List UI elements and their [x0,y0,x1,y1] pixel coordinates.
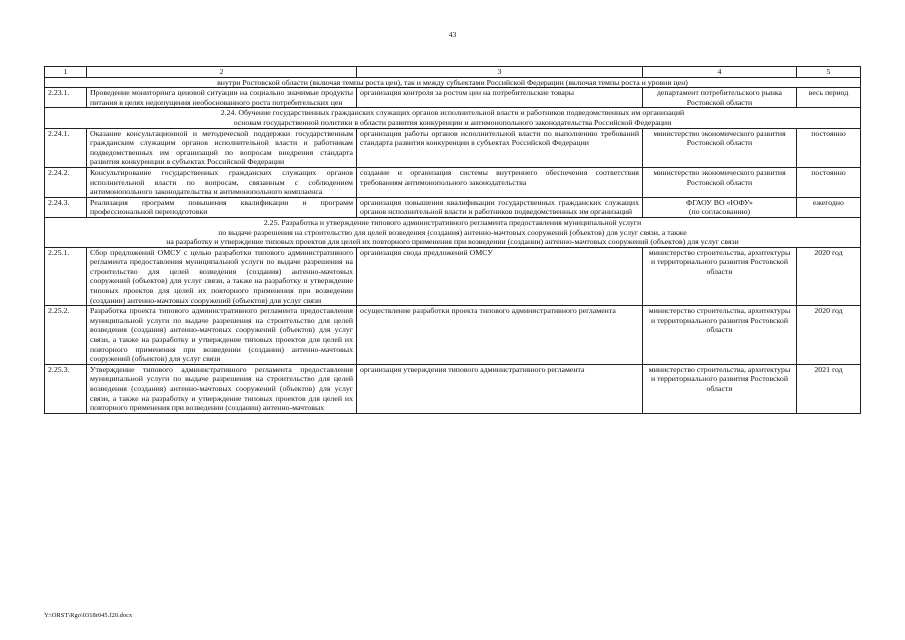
col-header-2: 2 [87,67,357,78]
section-heading-line: 2.25. Разработка и утверждение типового административного регламента предоставления муниципальной услуги [263,217,642,227]
section-heading-line: основам государственной политики в области развития конкуренции и антимонопольного законодательства Российской Федерации [233,117,672,127]
deadline: 2020 год [797,306,861,365]
section-heading-2-25 [45,217,861,247]
file-path-footer: Y:\ORST\Rgo\0318r045.f20.docx [44,612,133,619]
item-number: 2.25.3. [45,364,87,413]
expected-result: осуществление разработки проекта типового административного регламента [357,306,643,365]
responsible-executor: министерство строительства, архитектуры и территориального развития Ростовской области [643,306,797,365]
measures-table [44,66,861,414]
item-number: 2.25.2. [45,306,87,365]
deadline: 2020 год [797,247,861,306]
expected-result: организация повышения квалификации государственных гражданских служащих органов исполнительной власти и работников подведомственных им организаций [357,197,643,217]
responsible-executor: департамент потребительского рынка Ростовской области [643,88,797,108]
item-number: 2.23.1. [45,88,87,108]
section-heading-line: на разработку и утверждение типовых проектов для целей их повторного применения при возведении (создании) антенно-мачтовых сооружений (объектов) для услуг связи [166,237,739,247]
section-heading-2-24 [45,108,861,128]
section-heading-line: по выдаче разрешения на строительство для целей возведения (создания) антенно-мачтовых сооружений (объектов) для услуг связи, а также [218,227,687,237]
measure-description: Консультирование государственных гражданских служащих органов исполнительной власти по вопросам, связанным с соблюдением антимонопольного законодательства и антимонопольного комплаенса [87,167,357,197]
col-header-3: 3 [357,67,643,78]
deadline: весь период [797,88,861,108]
expected-result: организация свода предложений ОМСУ [357,247,643,306]
responsible-executor: министерство экономического развития Ростовской области [643,128,797,167]
section-heading-row [45,217,861,247]
table-row [45,247,861,306]
section-heading-line: 2.24. Обучение государственных гражданских служащих органов исполнительной власти и работников подведомственных им организаций [220,108,685,118]
table-row [45,306,861,365]
section-heading-row [45,108,861,128]
measure-description: Проведение мониторинга ценовой ситуации на социально значимые продукты питания в целях недопущения необоснованного роста потребительских цен [87,88,357,108]
executor-note: (по согласованию) [688,207,751,217]
item-number: 2.24.3. [45,197,87,217]
deadline: 2021 год [797,364,861,413]
column-number-header-row [45,67,861,78]
table-row [45,128,861,167]
measure-description: Реализация программ повышения квалификации и программ профессиональной переподготовки [87,197,357,217]
deadline: постоянно [797,128,861,167]
deadline: ежегодно [797,197,861,217]
responsible-executor: министерство экономического развития Ростовской области [643,167,797,197]
measure-description: Оказание консультационной и методической поддержки государственным гражданским служащим органов исполнительной власти и работникам подведомственных им организаций по вопросам внедрения стандарта развития конкуренции в субъектах Российской Федерации [87,128,357,167]
expected-result: организация контроля за ростом цен на потребительские товары [357,88,643,108]
measure-description: Сбор предложений ОМСУ с целью разработки типового административного регламента предоставления муниципальной услуги по выдаче разрешения на строительство для целей возведения (создания) антенно-мачтовых сооружений (объектов) для услуг связи, а также на разработку и утверждение типовых проектов для целей их повторного применения при возведении (создании) антенно-мачтовых сооружений (объектов) для услуг связи [87,247,357,306]
section-continuation-row [45,77,861,88]
section-continuation-text: внутри Ростовской области (включая темпы роста цен), так и между субъектами Российской Федерации (включая темпы роста и уровни цен) [45,77,861,88]
measure-description: Утверждение типового административного регламента предоставления муниципальной услуги по выдаче разрешения на строительство для целей возведения (создания) антенно-мачтовых сооружений (объектов) для услуг связи, а также на разработку и утверждение типовых проектов для целей их повторного применения при возведении (создании) антенно-мачтовых [87,364,357,413]
table-row [45,167,861,197]
item-number: 2.24.1. [45,128,87,167]
col-header-5: 5 [797,67,861,78]
deadline: постоянно [797,167,861,197]
table-row [45,197,861,217]
responsible-executor: министерство строительства, архитектуры и территориального развития Ростовской области [643,247,797,306]
item-number: 2.24.2. [45,167,87,197]
executor-name: ФГАОУ ВО «ЮФУ» [686,197,753,207]
responsible-executor [643,197,797,217]
page-number: 43 [448,30,457,39]
col-header-1: 1 [45,67,87,78]
table-row [45,88,861,108]
item-number: 2.25.1. [45,247,87,306]
table-row [45,364,861,413]
responsible-executor: министерство строительства, архитектуры и территориального развития Ростовской области [643,364,797,413]
measure-description: Разработка проекта типового административного регламента предоставления муниципальной услуги по выдаче разрешения на строительство для целей возведения (создания) антенно-мачтовых сооружений (объектов) для услуг связи, а также на разработку и утверждение типовых проектов для целей их повторного применения при возведении (создании) антенно-мачтовых сооружений (объектов) для услуг связи [87,306,357,365]
col-header-4: 4 [643,67,797,78]
expected-result: организация утверждения типового административного регламента [357,364,643,413]
expected-result: организация работы органов исполнительной власти по выполнению требований стандарта развития конкуренции в субъектах Российской Федерации [357,128,643,167]
expected-result: создание и организация системы внутреннего обеспечения соответствия требованиям антимонопольного законодательства [357,167,643,197]
